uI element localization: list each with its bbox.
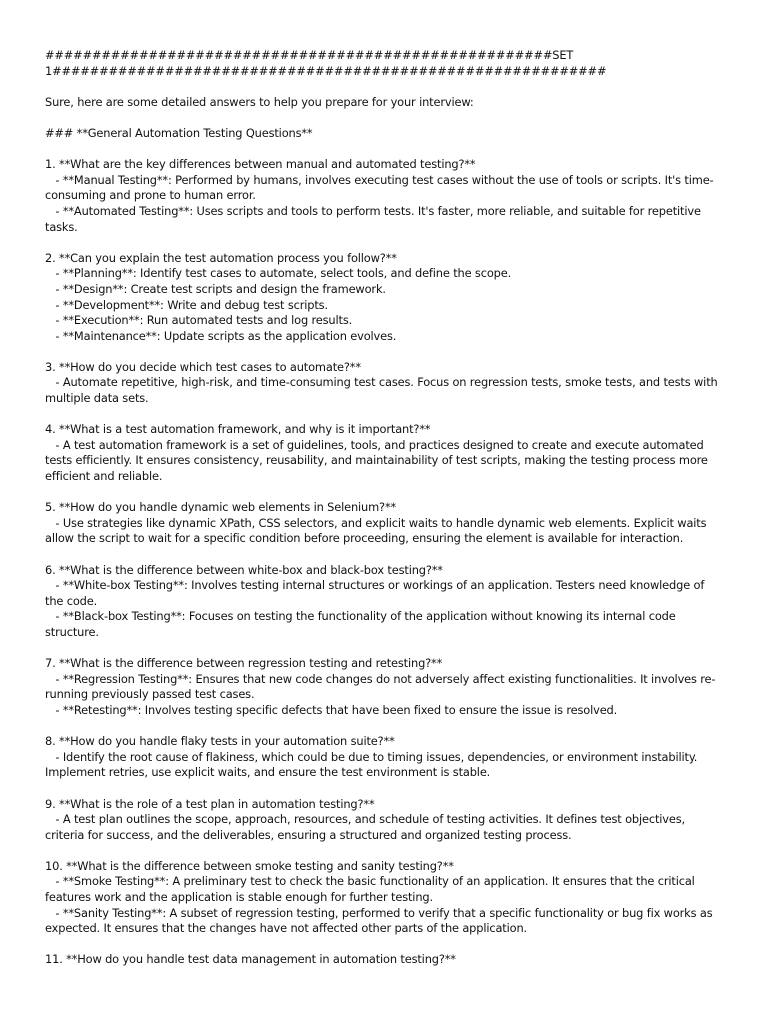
answer-line: - **Planning**: Identify test cases to automate, select tools, and define the scope.: [45, 266, 512, 281]
question-line: 11. **How do you handle test data management in automation testing?**: [45, 952, 456, 967]
set-header-line: ######################################################SET: [45, 48, 574, 62]
question-line: 6. **What is the difference between white-box and black-box testing?**: [45, 562, 443, 577]
blank-line: [45, 485, 735, 501]
text-line: tasks.: [45, 219, 78, 234]
blank-line: [45, 719, 735, 735]
answer-line: - Automate repetitive, high-risk, and time-consuming test cases. Focus on regression tests, smoke tests, and tests with: [45, 375, 718, 390]
question-line: 8. **How do you handle flaky tests in your automation suite?**: [45, 734, 395, 749]
answer-line: - Identify the root cause of flakiness, which could be due to timing issues, dependencies, or environment instability.: [45, 749, 698, 764]
answer-line: - **Execution**: Run automated tests and log results.: [45, 313, 353, 328]
text-line: features work and the application is stable enough for further testing.: [45, 890, 433, 905]
blank-line: [45, 781, 735, 797]
blank-line: [45, 344, 735, 360]
text-line: running previously passed test cases.: [45, 687, 255, 702]
text-line: allow the script to wait for a specific condition before proceeding, ensuring the element is available for interaction.: [45, 531, 684, 546]
question-line: 10. **What is the difference between smoke testing and sanity testing?**: [45, 858, 454, 873]
question-line: 7. **What is the difference between regression testing and retesting?**: [45, 656, 443, 671]
question-line: 4. **What is a test automation framework, and why is it important?**: [45, 422, 431, 437]
answer-line: - **Development**: Write and debug test scripts.: [45, 297, 328, 312]
text-line: expected. It ensures that the changes have not affected other parts of the application.: [45, 921, 527, 936]
answer-line: - A test automation framework is a set of guidelines, tools, and practices designed to create and execute automated: [45, 437, 704, 452]
question-line: 5. **How do you handle dynamic web elements in Selenium?**: [45, 500, 397, 515]
answer-line: - **White-box Testing**: Involves testing internal structures or workings of an application. Testers need knowledge of: [45, 578, 705, 593]
blank-line: [45, 407, 735, 423]
text-line: tests efficiently. It ensures consistency, reusability, and maintainability of test scripts, making the testing process more: [45, 453, 708, 468]
blank-line: [45, 79, 735, 95]
text-line: multiple data sets.: [45, 391, 149, 406]
text-line: criteria for success, and the deliverables, ensuring a structured and organized testing process.: [45, 827, 572, 842]
answer-line: - **Smoke Testing**: A preliminary test to check the basic functionality of an application. It ensures that the critical: [45, 874, 695, 889]
blank-line: [45, 110, 735, 126]
text-line: Sure, here are some detailed answers to help you prepare for your interview:: [45, 94, 474, 109]
blank-line: [45, 843, 735, 859]
text-line: structure.: [45, 624, 99, 639]
blank-line: [45, 235, 735, 251]
text-line: the code.: [45, 593, 98, 608]
question-line: 2. **Can you explain the test automation process you follow?**: [45, 250, 397, 265]
blank-line: [45, 937, 735, 953]
question-line: 3. **How do you decide which test cases to automate?**: [45, 359, 361, 374]
question-line: 1. **What are the key differences between manual and automated testing?**: [45, 157, 476, 172]
answer-line: - Use strategies like dynamic XPath, CSS selectors, and explicit waits to handle dynamic web elements. Explicit waits: [45, 515, 707, 530]
answer-line: - **Design**: Create test scripts and design the framework.: [45, 281, 386, 296]
answer-line: - **Black-box Testing**: Focuses on testing the functionality of the application without knowing its internal code: [45, 609, 676, 624]
answer-line: - **Retesting**: Involves testing specific defects that have been fixed to ensure the issue is resolved.: [45, 702, 618, 717]
section-heading: ### **General Automation Testing Questions**: [45, 125, 313, 140]
answer-line: - **Maintenance**: Update scripts as the application evolves.: [45, 328, 397, 343]
blank-line: [45, 547, 735, 563]
text-line: consuming and prone to human error.: [45, 188, 256, 203]
blank-line: [45, 142, 735, 158]
text-line: Implement retries, use explicit waits, and ensure the test environment is stable.: [45, 765, 491, 780]
answer-line: - **Sanity Testing**: A subset of regression testing, performed to verify that a specific functionality or bug fix works as: [45, 905, 713, 920]
answer-line: - A test plan outlines the scope, approach, resources, and schedule of testing activities. It defines test objectives,: [45, 812, 686, 827]
question-line: 9. **What is the role of a test plan in automation testing?**: [45, 796, 375, 811]
blank-line: [45, 641, 735, 657]
set-header-line: 1###########################################################: [45, 63, 607, 78]
document-page: [45, 48, 735, 968]
answer-line: - **Automated Testing**: Uses scripts and tools to perform tests. It's faster, more reliable, and suitable for repetitive: [45, 203, 701, 218]
answer-line: - **Regression Testing**: Ensures that new code changes do not adversely affect existing functionalities. It involves re-: [45, 671, 716, 686]
answer-line: - **Manual Testing**: Performed by humans, involves executing test cases without the use of tools or scripts. It's time-: [45, 172, 714, 187]
text-line: efficient and reliable.: [45, 469, 163, 484]
